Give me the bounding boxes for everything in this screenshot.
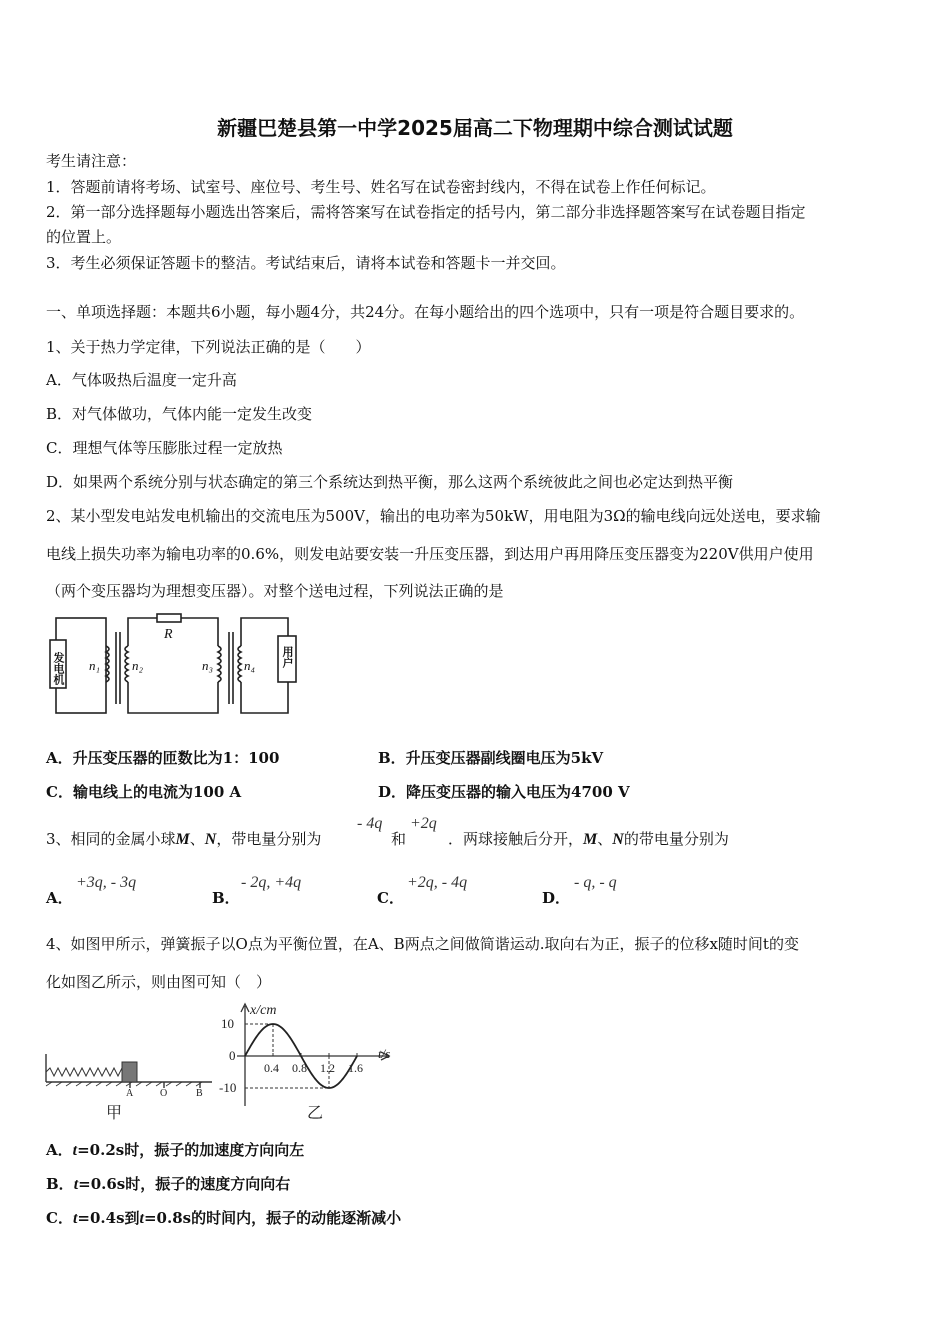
question-3-stem-c: ．两球接触后分开， [448,830,584,848]
time-var-2: t [139,1210,144,1227]
question-4-stem-line: 4、如图甲所示，弹簧振子以O点为平衡位置，在A、B两点之间做简谐运动.取向右为正，振子的位移x随时间t的变 [46,935,799,953]
question-2-option-d: D．降压变压器的输入电压为4700 V [378,783,630,801]
notice-item: 的位置上。 [46,228,122,246]
coil-n4-label: n₄ [244,658,256,673]
question-4-option-b [46,1174,290,1195]
charge-2: +2q [410,815,437,832]
charge-1: - 4q [357,815,383,832]
question-3-option-d-value: - q, - q [574,874,617,891]
x-tick-label: 0.4 [264,1061,279,1075]
x-axis-label: t/s [378,1046,391,1061]
question-4-option-a [46,1140,304,1161]
question-1-stem: 1、关于热力学定律，下列说法正确的是（ ） [46,338,371,356]
option-text-2: =0.8s的时间内，振子的动能逐渐减小 [143,1209,402,1227]
generator-label: 发电机 [52,652,64,685]
y-tick-neg10: -10 [219,1080,237,1095]
question-3-option-d-label: D． [542,889,571,907]
question-3-option-a-value: +3q, - 3q [76,874,137,891]
option-label: B． [46,1175,74,1193]
question-2-option-c: C．输电线上的电流为100 A [46,783,242,801]
question-2-stem-line: 电线上损失功率为输电功率的0.6%，则发电站要安装一升压变压器，到达用户再用降压变压器变为220V供用户使用 [46,545,814,563]
ball-m: M [175,831,190,848]
question-4-stem-line: 化如图乙所示，则由图可知（ ） [46,973,272,991]
point-a-label: A [126,1088,134,1099]
option-text: =0.2s时，振子的加速度方向向左 [77,1141,305,1159]
question-3-stem-rest [448,829,729,850]
ball-n: N [204,831,217,848]
coil-n3-label: n₃ [202,658,214,673]
question-2-option-b: B．升压变压器副线圈电压为5kV [378,749,604,767]
question-1-option-b: B．对气体做功，气体内能一定发生改变 [46,405,313,423]
question-1-option-d: D．如果两个系统分别与状态确定的第三个系统达到热平衡，那么这两个系统彼此之间也必定达到热平衡 [46,473,734,491]
question-3-stem-b: ，带电量分别为 [216,830,322,848]
option-text: =0.4s到 [77,1209,140,1227]
time-var: t [73,1176,79,1193]
oscillator-block [122,1062,137,1082]
y-axis-label: x/cm [250,1003,277,1018]
transmission-circuit-diagram [44,610,304,722]
question-3-sep-2: 、 [597,830,613,848]
y-tick-10: 10 [221,1016,234,1031]
x-tick-label: 1.2 [320,1061,335,1075]
option-label: A． [46,1141,73,1159]
ball-n-2: N [612,831,624,848]
ball-m-2: M [583,831,598,848]
x-tick-label: 0.8 [292,1061,307,1075]
notice-item: 2．第一部分选择题每小题选出答案后，需将答案写在试卷指定的括号内，第二部分非选择题答案写在试卷题目指定 [46,203,806,221]
question-2-stem-line: （两个变压器均为理想变压器）。对整个送电过程，下列说法正确的是 [46,582,504,600]
question-3-option-c-label: C． [377,889,404,907]
question-3-option-a-label: A． [46,889,73,907]
option-label: C． [46,1209,73,1227]
question-3-stem [46,829,321,850]
notice-heading: 考生请注意： [46,152,137,170]
question-3-option-c-value: +2q, - 4q [407,874,468,891]
question-3-and: 和 [391,830,407,848]
spring-oscillator-diagram [42,1048,217,1124]
question-1-option-c: C．理想气体等压膨胀过程一定放热 [46,439,283,457]
figure-yi-label: 乙 [307,1105,324,1122]
time-var: t [72,1142,78,1159]
resistor-label: R [164,627,173,642]
section-heading: 一、单项选择题：本题共6小题，每小题4分，共24分。在每小题给出的四个选项中，只有一项是符合题目要求的。 [46,303,805,321]
x-tick-label: 1.6 [348,1061,363,1075]
user-label: 用户 [281,646,293,668]
time-var: t [72,1210,78,1227]
question-3-sep: 、 [189,830,205,848]
displacement-time-chart [215,1000,405,1124]
question-3-option-b-value: - 2q, +4q [241,874,302,891]
coil-n1-label: n₁ [89,658,101,673]
coil-n2-label: n₂ [132,658,144,673]
question-3-stem-d: 的带电量分别为 [623,830,729,848]
question-4-option-c [46,1208,401,1229]
question-2-option-a: A．升压变压器的匝数比为1：100 [46,749,280,767]
question-3-stem-a: 3、相同的金属小球 [46,830,176,848]
question-2-stem-line: 2、某小型发电站发电机输出的交流电压为500V，输出的电功率为50kW，用电阻为3Ω的输电线向远处送电，要求输 [46,507,821,525]
question-1-option-a: A．气体吸热后温度一定升高 [46,371,237,389]
notice-item: 3．考生必须保证答题卡的整洁。考试结束后，请将本试卷和答题卡一并交回。 [46,254,566,272]
point-o-label: O [160,1088,168,1099]
notice-item: 1．答题前请将考场、试室号、座位号、考生号、姓名写在试卷密封线内，不得在试卷上作任何标记。 [46,178,716,196]
page-title: 新疆巴楚县第一中学2025届高二下物理期中综合测试试题 [217,116,733,140]
option-text: =0.6s时，振子的速度方向向右 [78,1175,291,1193]
figure-jia-label: 甲 [106,1105,123,1122]
question-3-option-b-label: B． [212,889,240,907]
point-b-label: B [196,1088,203,1099]
y-tick-0: 0 [229,1048,236,1063]
